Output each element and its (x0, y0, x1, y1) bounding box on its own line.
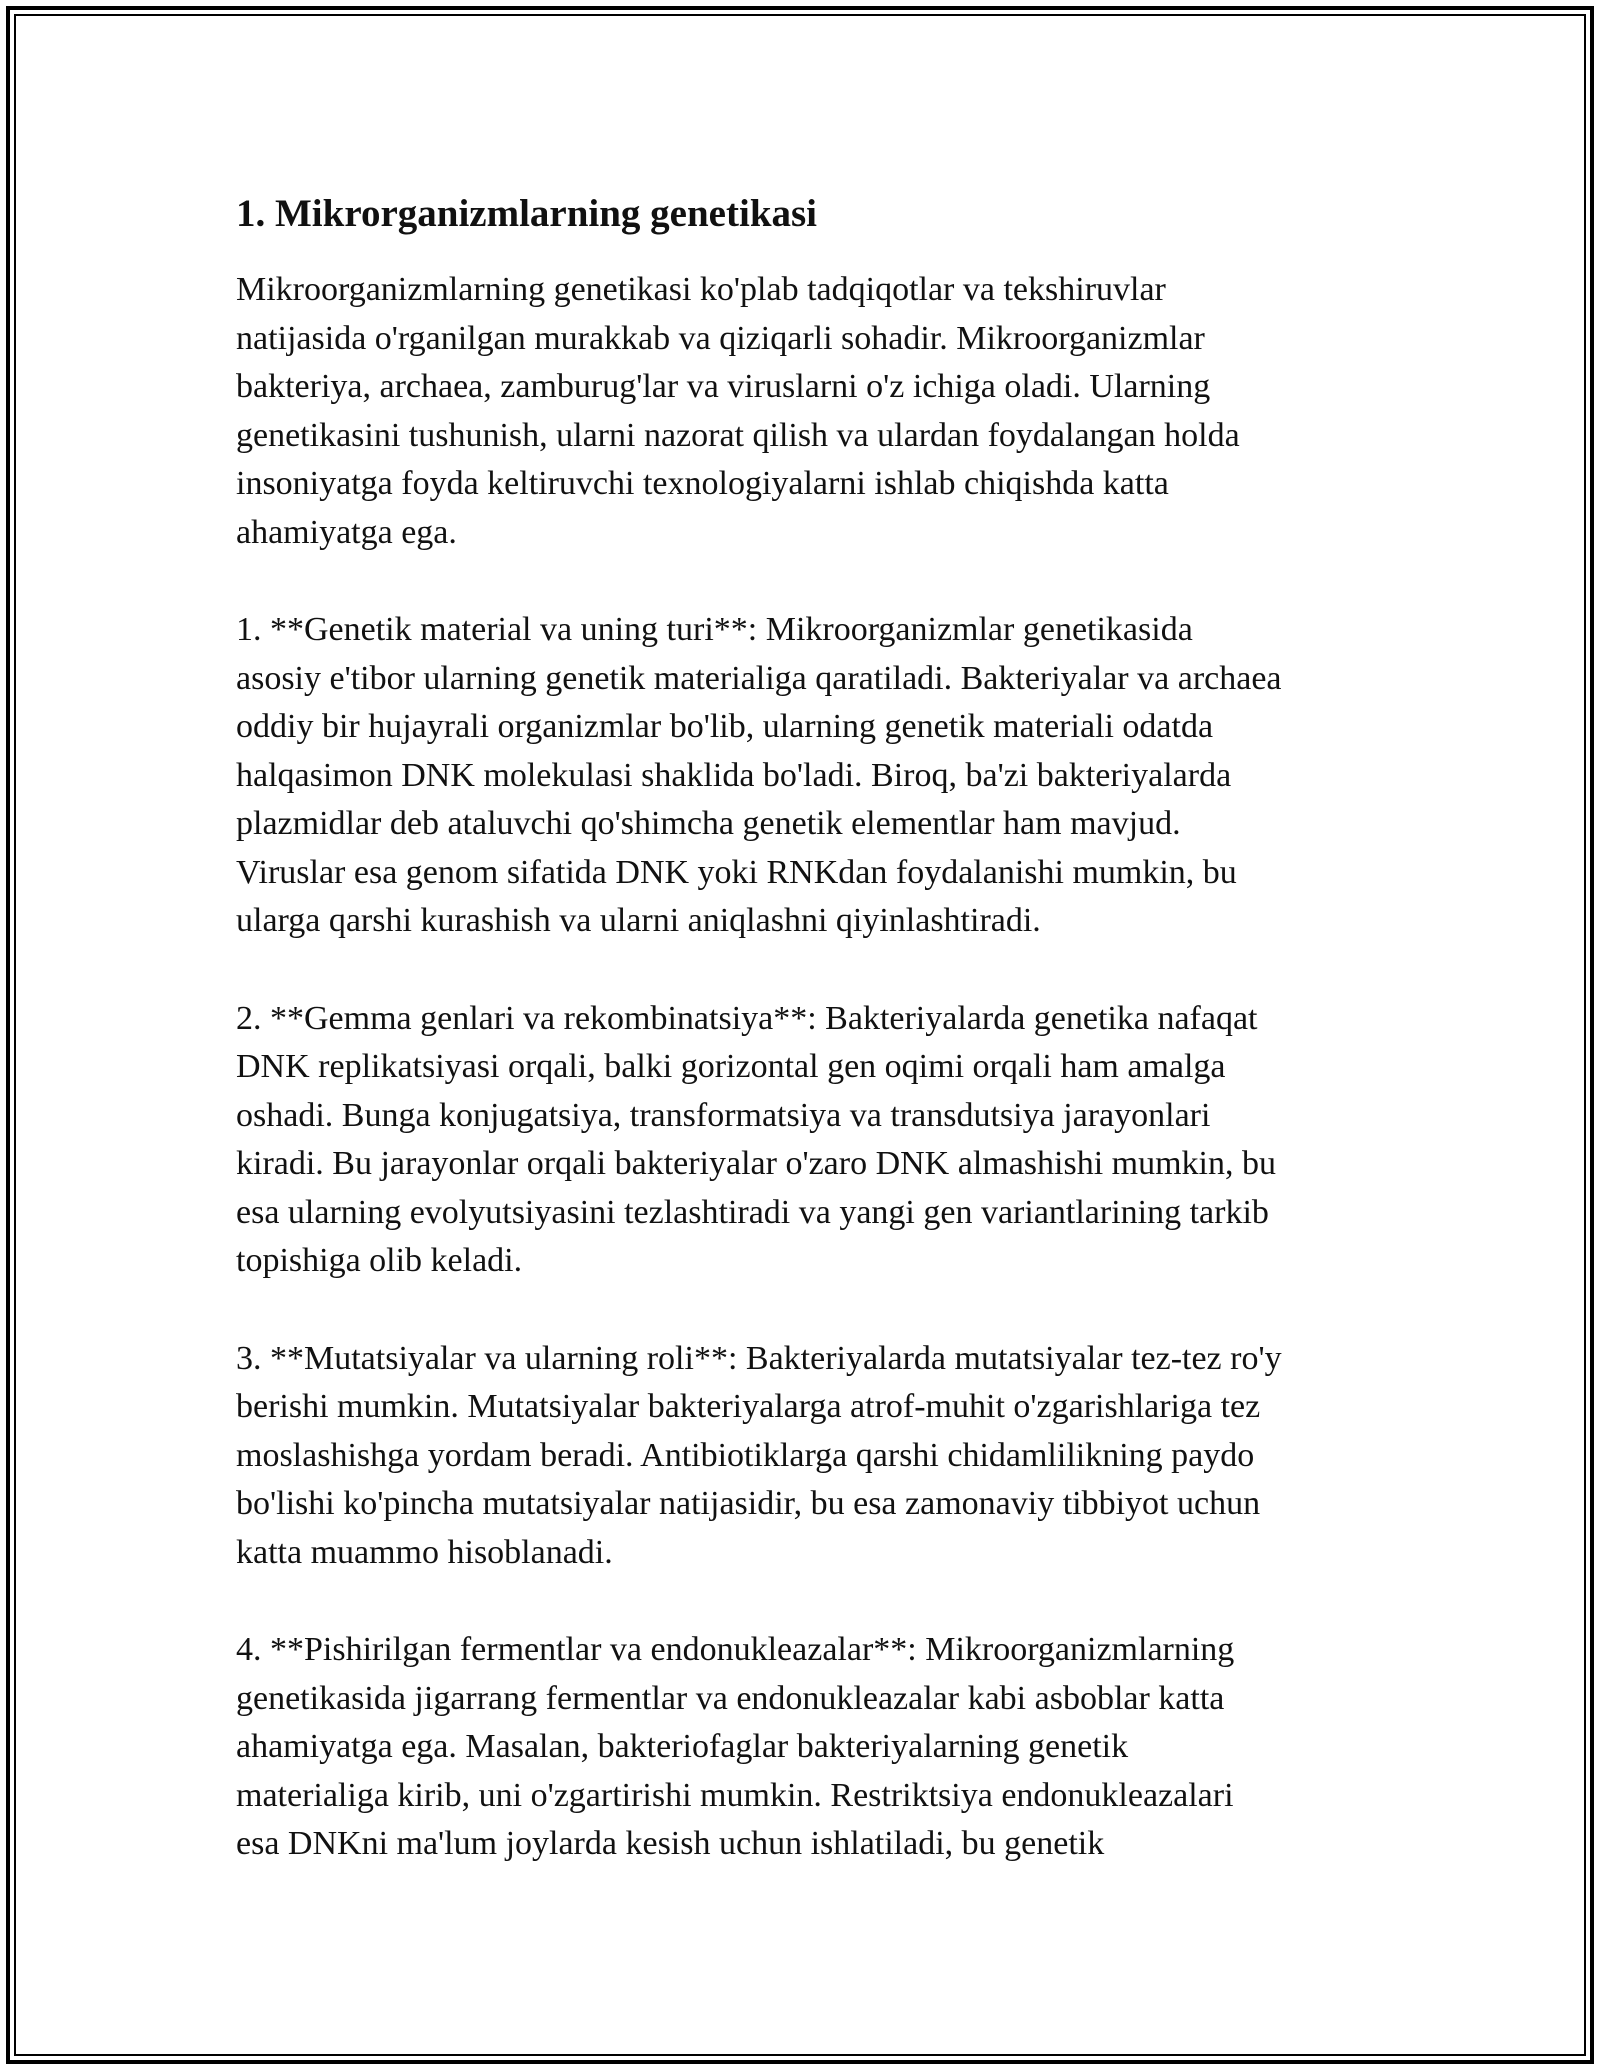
paragraph-recombination: 2. **Gemma genlari va rekombinatsiya**: Bakteriyalarda genetika nafaqat DNK replikatsiyasi orqali, balki gorizontal gen oqimi orqali ham amalga oshadi. Bunga konjugatsiya, transformatsiya va transdutsiya jarayonlari kiradi. Bu jarayonlar orqali bakteriyalar o'zaro DNK almashishi mumkin, bu esa ularning evolyutsiyasini tezlashtiradi va yangi gen variantlarining tarkib topishiga olib keladi. (236, 999, 1277, 1279)
paragraph-enzymes: 4. **Pishirilgan fermentlar va endonukleazalar**: Mikroorganizmlarning genetikasida jigarrang fermentlar va endonukleazalar kabi asboblar katta ahamiyatga ega. Masalan, bakteriofaglar bakteriyalarning genetik materialiga kirib, uni o'zgartirishi mumkin. Restriktsiya endonukleazalari esa DNKni ma'lum joylarda kesish uchun ishlatiladi, bu genetik (236, 1631, 1235, 1862)
page-title: 1. Mikrorganizmlarning genetikasi (236, 192, 818, 235)
document-body (236, 188, 1376, 1918)
paragraph-mutations: 3. **Mutatsiyalar va ularning roli**: Bakteriyalarda mutatsiyalar tez-tez ro'y berishi mumkin. Mutatsiyalar bakteriyalarga atrof-muhit o'zgarishlariga tez moslashishga yordam beradi. Antibiotiklarga qarshi chidamlilikning paydo bo'lishi ko'pincha mutatsiyalar natijasidir, bu esa zamonaviy tibbiyot uchun katta muammo hisoblanadi. (236, 1339, 1282, 1571)
paragraph-genetic-material: 1. **Genetik material va uning turi**: Mikroorganizmlar genetikasida asosiy e'tibor ularning genetik materialiga qaratiladi. Bakteriyalar va archaea oddiy bir hujayrali organizmlar bo'lib, ularning genetik materiali odatda halqasimon DNK molekulasi shaklida bo'ladi. Biroq, ba'zi bakteriyalarda plazmidlar deb ataluvchi qo'shimcha genetik elementlar ham mavjud. Viruslar esa genom sifatida DNK yoki RNKdan foydalanishi mumkin, bu ularga qarshi kurashish va ularni aniqlashni qiyinlashtiradi. (236, 611, 1282, 939)
intro-paragraph: Mikroorganizmlarning genetikasi ko'plab tadqiqotlar va tekshiruvlar natijasida o'rganilgan murakkab va qiziqarli sohadir. Mikroorganizmlar bakteriya, archaea, zamburug'lar va viruslarni o'z ichiga oladi. Ularning genetikasini tushunish, ularni nazorat qilish va ulardan foydalangan holda insoniyatga foyda keltiruvchi texnologiyalarni ishlab chiqishda katta ahamiyatga ega. (236, 271, 1240, 551)
